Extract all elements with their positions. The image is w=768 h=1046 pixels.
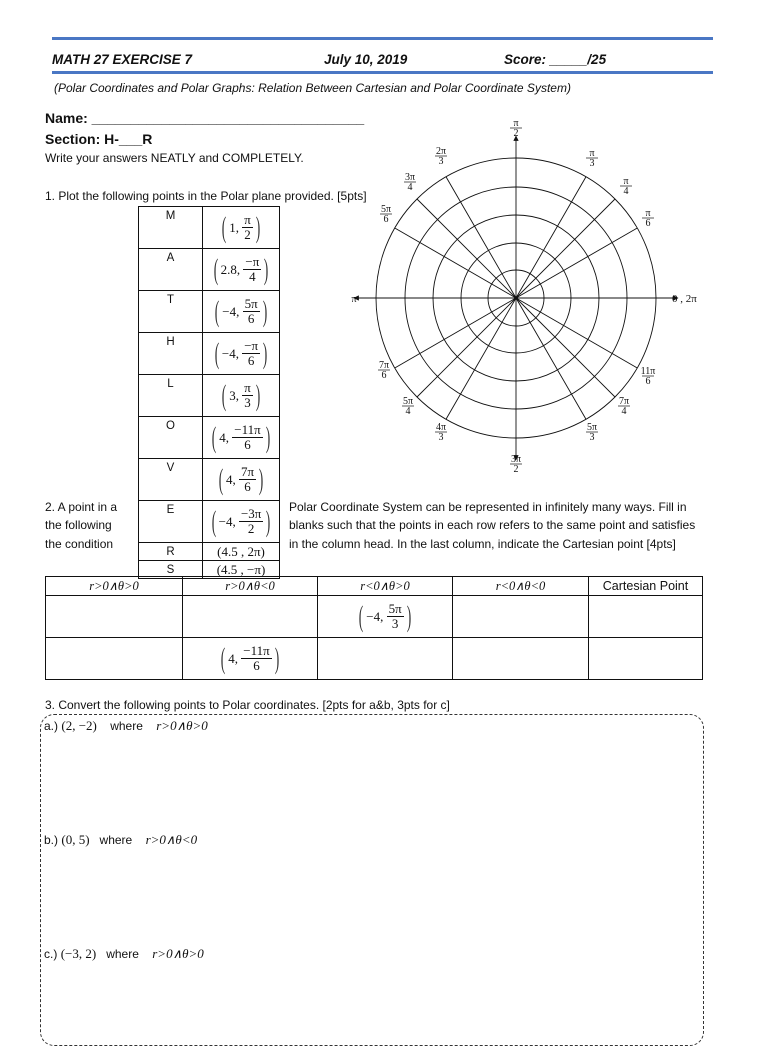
svg-text:2: 2	[513, 128, 519, 139]
svg-text:6: 6	[645, 376, 651, 387]
svg-text:4: 4	[405, 406, 411, 417]
polar-spoke	[516, 177, 586, 298]
item-where: where	[106, 947, 139, 961]
point-row	[139, 375, 280, 417]
svg-text:4: 4	[623, 186, 629, 197]
answer-cell[interactable]	[589, 596, 703, 638]
svg-text:π: π	[623, 176, 629, 187]
polar-spoke	[516, 298, 615, 397]
point-label: M	[139, 207, 203, 249]
point-row	[139, 459, 280, 501]
point-label: O	[139, 417, 203, 459]
point-coordinates: ( −4 , $\frac{5\pi}{6}$ )	[203, 291, 280, 333]
point-row	[139, 543, 280, 561]
point-num: −π	[245, 254, 260, 269]
angle-label-pi_6	[642, 208, 654, 229]
polar-spoke	[395, 228, 516, 298]
polar-spoke	[417, 298, 516, 397]
point-den: 4	[249, 269, 256, 284]
point-num: 7π	[240, 464, 255, 479]
svg-text:11π: 11π	[640, 366, 656, 377]
point-coordinates: ( 4 , $\frac{7\pi}{6}$ )	[203, 459, 280, 501]
svg-text:3π: 3π	[510, 454, 522, 465]
polar-spoke	[446, 298, 516, 419]
exercise-subtitle: (Polar Coordinates and Polar Graphs: Relation Between Cartesian and Polar Coordinate System)	[54, 81, 571, 95]
q3-item-c	[44, 946, 204, 962]
score-field: Score: _____/25	[504, 52, 607, 67]
exercise-date: July 10, 2019	[324, 52, 408, 67]
point-inline: (4.5 , 2π)	[217, 543, 265, 559]
point-den: 6	[244, 479, 251, 494]
point-label: H	[139, 333, 203, 375]
svg-text:4: 4	[407, 182, 413, 193]
given-point-cell: ( −4 , $\frac{5\pi}{3}$ )	[318, 596, 453, 638]
svg-text:π: π	[513, 118, 519, 129]
polar-spoke	[516, 228, 637, 298]
angle-label-5pi_3	[586, 422, 598, 443]
point-num: π	[244, 212, 251, 227]
angle-label-7pi_4	[618, 396, 630, 417]
header-rule-bottom	[52, 71, 713, 74]
point-den: 6	[244, 437, 251, 452]
point-num: 5π	[244, 296, 258, 311]
q2-answer-table	[45, 576, 703, 680]
answer-cell[interactable]	[46, 596, 183, 638]
svg-text:7π: 7π	[618, 396, 630, 407]
header-rule-top	[52, 37, 713, 40]
svg-text:4π: 4π	[435, 422, 447, 433]
course-title: MATH 27 EXERCISE 7	[52, 52, 193, 67]
col-head-1: r>0∧θ>0	[46, 577, 183, 596]
polar-plane	[340, 118, 710, 483]
point-r: 4	[225, 471, 233, 487]
q2-left-line-3: the condition	[45, 537, 114, 551]
point-coordinates: ( 4 , $\frac{-11\pi}{6}$ )	[203, 417, 280, 459]
polar-spoke	[446, 177, 516, 298]
given-r: −4	[366, 608, 381, 624]
point-den: 6	[247, 311, 255, 326]
angle-label-pi_2	[510, 118, 522, 139]
answer-cell[interactable]	[589, 638, 703, 680]
svg-text:π: π	[589, 148, 595, 159]
point-den: 2	[247, 521, 255, 536]
point-coordinates: ( 1 , $\frac{\pi}{2}$ )	[203, 207, 280, 249]
q2-left-line-2: the following	[45, 518, 112, 532]
svg-text:π: π	[645, 208, 651, 219]
name-field: Name: ___________________________________	[45, 110, 365, 126]
point-row	[139, 291, 280, 333]
item-label: c.)	[44, 947, 58, 961]
svg-text:3: 3	[589, 432, 595, 443]
angle-label-pi: π	[351, 294, 357, 305]
point-row	[139, 501, 280, 543]
point-label: E	[139, 501, 203, 543]
angle-label-11pi_6	[641, 366, 656, 387]
point-coordinates: ( −4 , $\frac{-3\pi}{2}$ )	[203, 501, 280, 543]
q1-prompt: 1. Plot the following points in the Polar plane provided. [5pts]	[45, 189, 367, 203]
point-coordinates: ( 2.8 , $\frac{-\pi}{4}$ )	[203, 249, 280, 291]
item-where: where	[99, 833, 133, 847]
angle-label-4pi_3	[435, 422, 447, 443]
item-condition: r>0∧θ>0	[152, 946, 204, 961]
item-condition: r>0∧θ<0	[145, 832, 198, 847]
angle-label-pi_3	[586, 148, 598, 169]
answer-cell[interactable]	[453, 638, 589, 680]
item-label: b.)	[44, 833, 59, 847]
svg-text:3: 3	[589, 158, 595, 169]
point-label: L	[139, 375, 203, 417]
item-label: a.)	[44, 719, 59, 733]
point-label: T	[139, 291, 203, 333]
item-condition: r>0∧θ>0	[156, 718, 208, 733]
q2-left-line-1: 2. A point in a	[45, 500, 118, 514]
q2-right-line-2: blanks such that the points in each row refers to the same point and satisfies	[289, 518, 696, 532]
point-r: 2.8	[220, 261, 237, 277]
angle-label-zero: 0 , 2π	[672, 293, 697, 305]
polar-spoke	[516, 298, 586, 419]
q2-right-line-3: in the column head. In the last column, indicate the Cartesian point [4pts]	[289, 537, 676, 551]
col-head-3: r<0∧θ>0	[318, 577, 453, 596]
point-row	[139, 207, 280, 249]
point-coordinates: ( 3 , $\frac{\pi}{3}$ )	[203, 375, 280, 417]
q3-answer-box[interactable]	[40, 714, 704, 1046]
svg-text:6: 6	[645, 218, 651, 229]
svg-text:3: 3	[438, 432, 444, 443]
q3-item-a	[44, 718, 208, 734]
answer-cell[interactable]	[183, 596, 318, 638]
given-den: 3	[391, 616, 399, 631]
point-coordinates: ( −4 , $\frac{-\pi}{6}$ )	[203, 333, 280, 375]
svg-text:6: 6	[383, 214, 389, 225]
points-table	[138, 206, 280, 579]
point-r: −4	[218, 513, 233, 529]
answer-cell[interactable]	[46, 638, 183, 680]
point-den: 2	[244, 227, 251, 242]
point-label: S	[139, 561, 203, 579]
q3-prompt: 3. Convert the following points to Polar coordinates. [2pts for a&b, 3pts for c]	[45, 698, 450, 712]
point-row	[139, 249, 280, 291]
q3-item-b	[44, 832, 197, 848]
answer-cell[interactable]	[453, 596, 589, 638]
svg-text:3: 3	[438, 156, 444, 167]
point-r: 4	[219, 429, 226, 445]
point-r: 1	[229, 219, 236, 235]
instruction-text: Write your answers NEATLY and COMPLETELY.	[45, 151, 304, 165]
point-num: −3π	[240, 506, 262, 521]
given-point-cell: ( 4 , $\frac{-11\pi}{6}$ )	[183, 638, 318, 680]
polar-spoke	[395, 298, 516, 368]
svg-text:2: 2	[513, 464, 519, 475]
angle-label-pi_4	[620, 176, 632, 197]
svg-text:5π: 5π	[380, 204, 392, 215]
header-bar	[52, 52, 713, 70]
svg-text:2π: 2π	[435, 146, 447, 157]
point-row	[139, 417, 280, 459]
q2-right-line-1: Polar Coordinate System can be represented in infinitely many ways. Fill in	[289, 500, 687, 514]
point-label: R	[139, 543, 203, 561]
svg-text:5π: 5π	[586, 422, 598, 433]
col-head-cartesian: Cartesian Point	[589, 577, 703, 596]
col-head-4: r<0∧θ<0	[453, 577, 589, 596]
angle-label-5pi_4	[402, 396, 414, 417]
item-point: (−3, 2)	[60, 946, 97, 961]
given-den: 6	[253, 658, 260, 673]
svg-text:4: 4	[621, 406, 627, 417]
point-coordinates	[203, 543, 280, 561]
point-r: 3	[229, 387, 236, 403]
angle-label-2pi_3	[435, 146, 447, 167]
point-label: A	[139, 249, 203, 291]
polar-spoke	[516, 298, 637, 368]
given-r: 4	[228, 650, 235, 666]
point-den: 3	[244, 395, 251, 410]
point-row	[139, 333, 280, 375]
point-num: −11π	[234, 422, 261, 437]
item-point: (2, −2)	[61, 718, 97, 733]
svg-text:7π: 7π	[378, 360, 390, 371]
point-r: −4	[221, 345, 236, 361]
answer-cell[interactable]	[318, 638, 453, 680]
section-field: Section: H-___R	[45, 131, 153, 147]
angle-label-3pi_2	[510, 454, 522, 475]
point-r: −4	[222, 303, 237, 319]
point-num: π	[244, 380, 251, 395]
angle-label-7pi_6	[378, 360, 390, 381]
point-label: V	[139, 459, 203, 501]
item-where: where	[110, 719, 143, 733]
angle-label-3pi_4	[404, 172, 416, 193]
given-num: −11π	[243, 643, 270, 658]
point-inline: (4.5 , −π)	[216, 561, 266, 577]
svg-text:5π: 5π	[402, 396, 414, 407]
point-den: 6	[247, 353, 255, 368]
polar-spoke	[417, 199, 516, 298]
polar-spoke	[516, 199, 615, 298]
col-head-2: r>0∧θ<0	[183, 577, 318, 596]
item-point: (0, 5)	[61, 832, 90, 847]
point-num: −π	[244, 338, 259, 353]
svg-text:3π: 3π	[404, 172, 416, 183]
angle-label-5pi_6	[380, 204, 392, 225]
given-num: 5π	[388, 601, 402, 616]
svg-text:6: 6	[381, 370, 387, 381]
